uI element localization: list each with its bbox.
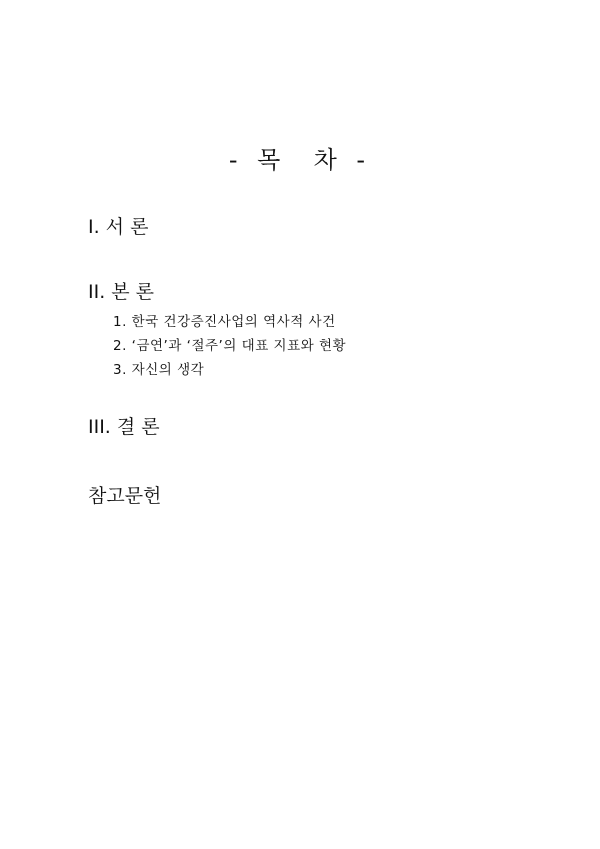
toc-subitem-history: 1. 한국 건강증진사업의 역사적 사건: [113, 314, 336, 330]
toc-subitem-indicators: 2. ‘금연’과 ‘절주’의 대표 지표와 현황: [113, 338, 347, 354]
toc-section-references: 참고문헌: [88, 485, 162, 507]
toc-section-body: II. 본 론: [88, 281, 155, 303]
toc-section-introduction: I. 서 론: [88, 216, 149, 238]
toc-title: - 목 차 -: [228, 146, 372, 174]
toc-section-conclusion: III. 결 론: [88, 416, 160, 438]
toc-subitem-opinion: 3. 자신의 생각: [113, 362, 205, 378]
